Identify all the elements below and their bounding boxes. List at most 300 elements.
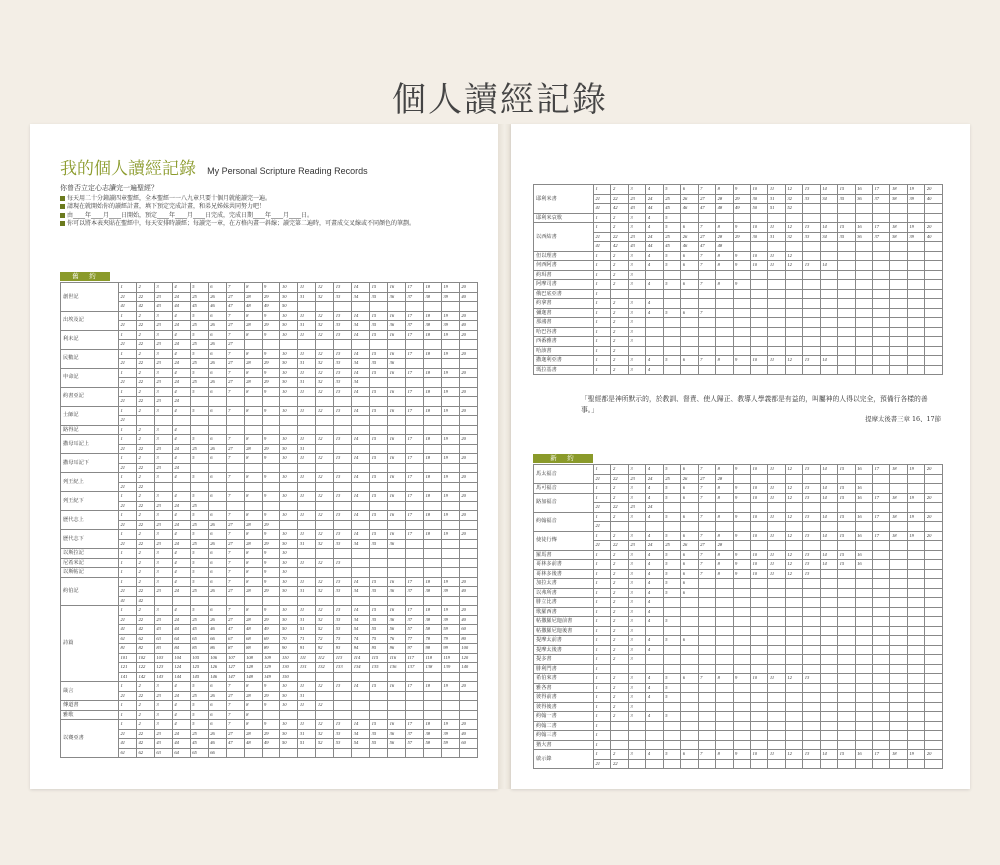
chapter-cell[interactable]: 18 (423, 577, 441, 587)
chapter-cell[interactable]: 6 (681, 185, 698, 195)
chapter-cell[interactable] (907, 598, 924, 608)
chapter-cell[interactable] (768, 365, 785, 375)
chapter-cell[interactable] (803, 251, 820, 261)
chapter-cell[interactable]: 5 (190, 283, 208, 293)
chapter-cell[interactable] (334, 463, 352, 473)
chapter-cell[interactable] (154, 596, 172, 606)
chapter-cell[interactable]: 6 (681, 588, 698, 598)
chapter-cell[interactable]: 11 (298, 387, 316, 397)
chapter-cell[interactable]: 29 (262, 359, 280, 369)
chapter-cell[interactable]: 3 (628, 223, 645, 233)
chapter-cell[interactable] (716, 299, 733, 309)
chapter-cell[interactable]: 4 (172, 368, 190, 378)
chapter-cell[interactable] (750, 280, 767, 290)
chapter-cell[interactable]: 94 (352, 644, 370, 654)
chapter-cell[interactable] (441, 539, 459, 549)
chapter-cell[interactable]: 40 (459, 292, 477, 302)
chapter-cell[interactable]: 28 (244, 359, 262, 369)
chapter-cell[interactable]: 88 (244, 644, 262, 654)
chapter-cell[interactable]: 26 (681, 474, 698, 484)
chapter-cell[interactable] (907, 346, 924, 356)
chapter-cell[interactable] (406, 596, 424, 606)
chapter-cell[interactable]: 35 (370, 729, 388, 739)
chapter-cell[interactable] (459, 302, 477, 312)
chapter-cell[interactable]: 1 (119, 311, 137, 321)
chapter-cell[interactable] (733, 299, 750, 309)
chapter-cell[interactable]: 27 (226, 359, 244, 369)
chapter-cell[interactable]: 5 (190, 511, 208, 521)
chapter-cell[interactable] (698, 683, 715, 693)
chapter-cell[interactable] (890, 261, 907, 271)
chapter-cell[interactable] (820, 280, 837, 290)
chapter-cell[interactable]: 21 (119, 378, 137, 388)
chapter-cell[interactable] (838, 636, 855, 646)
chapter-cell[interactable] (820, 702, 837, 712)
chapter-cell[interactable] (298, 710, 316, 720)
chapter-cell[interactable]: 12 (316, 558, 334, 568)
chapter-cell[interactable]: 5 (190, 387, 208, 397)
chapter-cell[interactable] (855, 337, 872, 347)
chapter-cell[interactable]: 9 (262, 568, 280, 578)
chapter-cell[interactable]: 20 (459, 368, 477, 378)
chapter-cell[interactable] (698, 617, 715, 627)
chapter-cell[interactable]: 1 (119, 720, 137, 730)
chapter-cell[interactable]: 8 (244, 549, 262, 559)
chapter-cell[interactable]: 17 (406, 368, 424, 378)
chapter-cell[interactable]: 8 (716, 223, 733, 233)
chapter-cell[interactable] (750, 740, 767, 750)
chapter-cell[interactable] (838, 242, 855, 252)
chapter-cell[interactable]: 105 (190, 653, 208, 663)
chapter-cell[interactable]: 3 (154, 701, 172, 711)
chapter-cell[interactable] (873, 318, 890, 328)
chapter-cell[interactable]: 20 (925, 465, 943, 475)
chapter-cell[interactable]: 1 (594, 636, 611, 646)
chapter-cell[interactable] (406, 691, 424, 701)
chapter-cell[interactable] (733, 242, 750, 252)
chapter-cell[interactable] (750, 664, 767, 674)
chapter-cell[interactable]: 10 (750, 569, 767, 579)
chapter-cell[interactable]: 13 (334, 606, 352, 616)
chapter-cell[interactable]: 45 (663, 204, 680, 214)
chapter-cell[interactable] (925, 213, 943, 223)
chapter-cell[interactable] (907, 327, 924, 337)
chapter-cell[interactable] (681, 522, 698, 532)
chapter-cell[interactable]: 9 (733, 484, 750, 494)
chapter-cell[interactable]: 18 (423, 387, 441, 397)
chapter-cell[interactable]: 116 (388, 653, 406, 663)
chapter-cell[interactable] (733, 579, 750, 589)
chapter-cell[interactable]: 14 (352, 406, 370, 416)
chapter-cell[interactable]: 3 (154, 368, 172, 378)
chapter-cell[interactable]: 117 (406, 653, 424, 663)
chapter-cell[interactable] (352, 710, 370, 720)
chapter-cell[interactable]: 8 (244, 682, 262, 692)
chapter-cell[interactable] (441, 596, 459, 606)
chapter-cell[interactable]: 15 (370, 454, 388, 464)
chapter-cell[interactable] (838, 474, 855, 484)
chapter-cell[interactable]: 14 (352, 530, 370, 540)
chapter-cell[interactable] (925, 346, 943, 356)
chapter-cell[interactable]: 58 (423, 625, 441, 635)
chapter-cell[interactable]: 7 (698, 261, 715, 271)
chapter-cell[interactable]: 16 (855, 750, 872, 760)
chapter-cell[interactable]: 2 (136, 454, 154, 464)
chapter-cell[interactable]: 41 (119, 739, 137, 749)
chapter-cell[interactable]: 11 (298, 492, 316, 502)
chapter-cell[interactable]: 47 (226, 739, 244, 749)
chapter-cell[interactable]: 3 (154, 511, 172, 521)
chapter-cell[interactable]: 8 (716, 493, 733, 503)
chapter-cell[interactable]: 5 (190, 454, 208, 464)
chapter-cell[interactable]: 7 (698, 251, 715, 261)
chapter-cell[interactable]: 22 (611, 232, 628, 242)
chapter-cell[interactable]: 4 (646, 213, 663, 223)
chapter-cell[interactable]: 4 (172, 330, 190, 340)
chapter-cell[interactable]: 11 (768, 493, 785, 503)
chapter-cell[interactable] (388, 596, 406, 606)
chapter-cell[interactable]: 29 (733, 232, 750, 242)
chapter-cell[interactable]: 8 (244, 720, 262, 730)
chapter-cell[interactable] (298, 520, 316, 530)
chapter-cell[interactable]: 8 (244, 406, 262, 416)
chapter-cell[interactable]: 8 (244, 330, 262, 340)
chapter-cell[interactable]: 4 (646, 617, 663, 627)
chapter-cell[interactable]: 15 (370, 387, 388, 397)
chapter-cell[interactable]: 46 (681, 204, 698, 214)
chapter-cell[interactable]: 15 (838, 484, 855, 494)
chapter-cell[interactable]: 7 (226, 473, 244, 483)
chapter-cell[interactable] (262, 482, 280, 492)
chapter-cell[interactable]: 15 (370, 349, 388, 359)
chapter-cell[interactable]: 32 (316, 292, 334, 302)
chapter-cell[interactable]: 47 (226, 302, 244, 312)
chapter-cell[interactable] (352, 463, 370, 473)
chapter-cell[interactable]: 3 (628, 617, 645, 627)
chapter-cell[interactable]: 26 (208, 340, 226, 350)
chapter-cell[interactable]: 13 (334, 511, 352, 521)
chapter-cell[interactable]: 2 (136, 330, 154, 340)
chapter-cell[interactable]: 21 (119, 444, 137, 454)
chapter-cell[interactable]: 15 (838, 550, 855, 560)
chapter-cell[interactable]: 25 (663, 194, 680, 204)
chapter-cell[interactable]: 34 (352, 378, 370, 388)
chapter-cell[interactable]: 8 (244, 473, 262, 483)
chapter-cell[interactable]: 7 (698, 569, 715, 579)
chapter-cell[interactable]: 8 (244, 387, 262, 397)
chapter-cell[interactable]: 24 (172, 463, 190, 473)
chapter-cell[interactable] (820, 503, 837, 513)
chapter-cell[interactable] (838, 683, 855, 693)
chapter-cell[interactable] (820, 683, 837, 693)
chapter-cell[interactable]: 2 (136, 435, 154, 445)
chapter-cell[interactable]: 4 (646, 299, 663, 309)
chapter-cell[interactable]: 19 (907, 493, 924, 503)
chapter-cell[interactable] (370, 520, 388, 530)
chapter-cell[interactable] (907, 588, 924, 598)
chapter-cell[interactable]: 2 (136, 568, 154, 578)
chapter-cell[interactable] (890, 522, 907, 532)
chapter-cell[interactable]: 16 (855, 560, 872, 570)
chapter-cell[interactable]: 24 (646, 474, 663, 484)
chapter-cell[interactable] (785, 598, 802, 608)
chapter-cell[interactable]: 6 (681, 560, 698, 570)
chapter-cell[interactable]: 30 (280, 729, 298, 739)
chapter-cell[interactable]: 10 (750, 531, 767, 541)
chapter-cell[interactable] (698, 740, 715, 750)
chapter-cell[interactable]: 2 (136, 701, 154, 711)
chapter-cell[interactable] (820, 299, 837, 309)
chapter-cell[interactable] (855, 731, 872, 741)
chapter-cell[interactable] (681, 327, 698, 337)
chapter-cell[interactable] (628, 731, 645, 741)
chapter-cell[interactable]: 9 (262, 311, 280, 321)
chapter-cell[interactable]: 4 (172, 701, 190, 711)
chapter-cell[interactable]: 3 (628, 213, 645, 223)
chapter-cell[interactable] (370, 596, 388, 606)
chapter-cell[interactable]: 2 (136, 549, 154, 559)
chapter-cell[interactable]: 12 (785, 512, 802, 522)
chapter-cell[interactable]: 9 (262, 454, 280, 464)
chapter-cell[interactable]: 13 (803, 750, 820, 760)
chapter-cell[interactable]: 15 (370, 473, 388, 483)
chapter-cell[interactable]: 45 (190, 739, 208, 749)
chapter-cell[interactable] (785, 474, 802, 484)
chapter-cell[interactable]: 9 (262, 387, 280, 397)
chapter-cell[interactable] (663, 346, 680, 356)
chapter-cell[interactable]: 34 (352, 539, 370, 549)
chapter-cell[interactable]: 1 (594, 702, 611, 712)
chapter-cell[interactable] (820, 626, 837, 636)
chapter-cell[interactable] (890, 702, 907, 712)
chapter-cell[interactable] (803, 645, 820, 655)
chapter-cell[interactable] (423, 748, 441, 758)
chapter-cell[interactable]: 110 (280, 653, 298, 663)
chapter-cell[interactable] (873, 365, 890, 375)
chapter-cell[interactable] (925, 251, 943, 261)
chapter-cell[interactable]: 6 (681, 531, 698, 541)
chapter-cell[interactable]: 39 (441, 321, 459, 331)
chapter-cell[interactable]: 6 (681, 356, 698, 366)
chapter-cell[interactable] (907, 560, 924, 570)
chapter-cell[interactable]: 7 (226, 682, 244, 692)
chapter-cell[interactable]: 49 (733, 204, 750, 214)
chapter-cell[interactable] (423, 378, 441, 388)
chapter-cell[interactable]: 8 (716, 550, 733, 560)
chapter-cell[interactable]: 14 (352, 492, 370, 502)
chapter-cell[interactable] (352, 302, 370, 312)
chapter-cell[interactable] (716, 664, 733, 674)
chapter-cell[interactable] (907, 683, 924, 693)
chapter-cell[interactable]: 12 (316, 606, 334, 616)
chapter-cell[interactable]: 3 (154, 720, 172, 730)
chapter-cell[interactable] (838, 327, 855, 337)
chapter-cell[interactable]: 7 (698, 512, 715, 522)
chapter-cell[interactable]: 7 (698, 531, 715, 541)
chapter-cell[interactable]: 5 (663, 569, 680, 579)
chapter-cell[interactable] (334, 302, 352, 312)
chapter-cell[interactable]: 23 (154, 729, 172, 739)
chapter-cell[interactable]: 17 (406, 530, 424, 540)
chapter-cell[interactable]: 50 (280, 302, 298, 312)
chapter-cell[interactable]: 11 (298, 368, 316, 378)
chapter-cell[interactable] (716, 759, 733, 769)
chapter-cell[interactable]: 5 (190, 577, 208, 587)
chapter-cell[interactable]: 13 (334, 435, 352, 445)
chapter-cell[interactable]: 7 (698, 308, 715, 318)
chapter-cell[interactable]: 12 (785, 185, 802, 195)
chapter-cell[interactable] (423, 425, 441, 435)
chapter-cell[interactable] (925, 280, 943, 290)
chapter-cell[interactable]: 5 (190, 311, 208, 321)
chapter-cell[interactable] (750, 579, 767, 589)
chapter-cell[interactable]: 5 (663, 213, 680, 223)
chapter-cell[interactable]: 3 (628, 280, 645, 290)
chapter-cell[interactable]: 8 (244, 349, 262, 359)
chapter-cell[interactable]: 5 (663, 550, 680, 560)
chapter-cell[interactable] (370, 672, 388, 682)
chapter-cell[interactable]: 5 (663, 484, 680, 494)
chapter-cell[interactable] (459, 444, 477, 454)
chapter-cell[interactable] (698, 721, 715, 731)
chapter-cell[interactable]: 18 (423, 311, 441, 321)
chapter-cell[interactable]: 1 (594, 261, 611, 271)
chapter-cell[interactable] (890, 598, 907, 608)
chapter-cell[interactable]: 20 (459, 311, 477, 321)
chapter-cell[interactable] (244, 416, 262, 426)
chapter-cell[interactable]: 17 (873, 531, 890, 541)
chapter-cell[interactable] (388, 425, 406, 435)
chapter-cell[interactable]: 18 (890, 512, 907, 522)
chapter-cell[interactable] (646, 664, 663, 674)
chapter-cell[interactable] (925, 693, 943, 703)
chapter-cell[interactable]: 12 (785, 750, 802, 760)
chapter-cell[interactable]: 22 (611, 503, 628, 513)
chapter-cell[interactable]: 12 (785, 550, 802, 560)
chapter-cell[interactable]: 22 (136, 359, 154, 369)
chapter-cell[interactable]: 18 (890, 531, 907, 541)
chapter-cell[interactable]: 15 (370, 368, 388, 378)
chapter-cell[interactable]: 5 (663, 251, 680, 261)
chapter-cell[interactable] (298, 568, 316, 578)
chapter-cell[interactable] (855, 721, 872, 731)
chapter-cell[interactable] (873, 346, 890, 356)
chapter-cell[interactable]: 4 (646, 645, 663, 655)
chapter-cell[interactable] (441, 302, 459, 312)
chapter-cell[interactable]: 4 (646, 223, 663, 233)
chapter-cell[interactable] (316, 463, 334, 473)
chapter-cell[interactable]: 17 (873, 512, 890, 522)
chapter-cell[interactable]: 4 (646, 531, 663, 541)
chapter-cell[interactable] (334, 549, 352, 559)
chapter-cell[interactable] (698, 693, 715, 703)
chapter-cell[interactable] (838, 569, 855, 579)
chapter-cell[interactable] (873, 721, 890, 731)
chapter-cell[interactable]: 17 (406, 435, 424, 445)
chapter-cell[interactable]: 4 (646, 750, 663, 760)
chapter-cell[interactable] (750, 318, 767, 328)
chapter-cell[interactable]: 108 (244, 653, 262, 663)
chapter-cell[interactable]: 16 (388, 387, 406, 397)
chapter-cell[interactable]: 123 (154, 663, 172, 673)
chapter-cell[interactable] (873, 674, 890, 684)
chapter-cell[interactable]: 8 (244, 311, 262, 321)
chapter-cell[interactable]: 7 (226, 454, 244, 464)
chapter-cell[interactable]: 1 (594, 346, 611, 356)
chapter-cell[interactable]: 2 (136, 406, 154, 416)
chapter-cell[interactable] (208, 482, 226, 492)
chapter-cell[interactable]: 1 (594, 626, 611, 636)
chapter-cell[interactable]: 26 (208, 321, 226, 331)
chapter-cell[interactable] (406, 463, 424, 473)
chapter-cell[interactable] (733, 318, 750, 328)
chapter-cell[interactable]: 4 (172, 577, 190, 587)
chapter-cell[interactable]: 30 (280, 587, 298, 597)
chapter-cell[interactable]: 3 (154, 283, 172, 293)
chapter-cell[interactable]: 3 (628, 588, 645, 598)
chapter-cell[interactable] (716, 308, 733, 318)
chapter-cell[interactable]: 2 (136, 606, 154, 616)
chapter-cell[interactable] (873, 569, 890, 579)
chapter-cell[interactable]: 61 (119, 748, 137, 758)
chapter-cell[interactable]: 12 (316, 406, 334, 416)
chapter-cell[interactable]: 59 (441, 739, 459, 749)
chapter-cell[interactable]: 11 (768, 484, 785, 494)
chapter-cell[interactable] (803, 617, 820, 627)
chapter-cell[interactable]: 21 (119, 416, 137, 426)
chapter-cell[interactable]: 1 (119, 606, 137, 616)
chapter-cell[interactable] (190, 416, 208, 426)
chapter-cell[interactable]: 1 (119, 577, 137, 587)
chapter-cell[interactable] (698, 299, 715, 309)
chapter-cell[interactable]: 99 (441, 644, 459, 654)
chapter-cell[interactable] (733, 522, 750, 532)
chapter-cell[interactable]: 5 (663, 280, 680, 290)
chapter-cell[interactable]: 2 (611, 569, 628, 579)
chapter-cell[interactable]: 19 (907, 750, 924, 760)
chapter-cell[interactable] (459, 672, 477, 682)
chapter-cell[interactable]: 42 (611, 204, 628, 214)
chapter-cell[interactable] (820, 598, 837, 608)
chapter-cell[interactable]: 4 (646, 560, 663, 570)
chapter-cell[interactable] (352, 501, 370, 511)
chapter-cell[interactable] (441, 378, 459, 388)
chapter-cell[interactable] (733, 683, 750, 693)
chapter-cell[interactable]: 3 (628, 693, 645, 703)
chapter-cell[interactable] (750, 655, 767, 665)
chapter-cell[interactable]: 11 (768, 569, 785, 579)
chapter-cell[interactable]: 38 (423, 321, 441, 331)
chapter-cell[interactable]: 25 (190, 691, 208, 701)
chapter-cell[interactable]: 21 (119, 587, 137, 597)
chapter-cell[interactable] (768, 327, 785, 337)
chapter-cell[interactable] (873, 204, 890, 214)
chapter-cell[interactable] (698, 636, 715, 646)
chapter-cell[interactable] (681, 213, 698, 223)
chapter-cell[interactable]: 19 (907, 512, 924, 522)
chapter-cell[interactable]: 1 (594, 318, 611, 328)
chapter-cell[interactable] (873, 712, 890, 722)
chapter-cell[interactable] (208, 416, 226, 426)
chapter-cell[interactable]: 22 (136, 615, 154, 625)
chapter-cell[interactable]: 3 (154, 558, 172, 568)
chapter-cell[interactable]: 21 (119, 359, 137, 369)
chapter-cell[interactable]: 28 (244, 729, 262, 739)
chapter-cell[interactable]: 31 (298, 359, 316, 369)
chapter-cell[interactable]: 2 (611, 636, 628, 646)
chapter-cell[interactable]: 25 (190, 729, 208, 739)
chapter-cell[interactable]: 43 (154, 739, 172, 749)
